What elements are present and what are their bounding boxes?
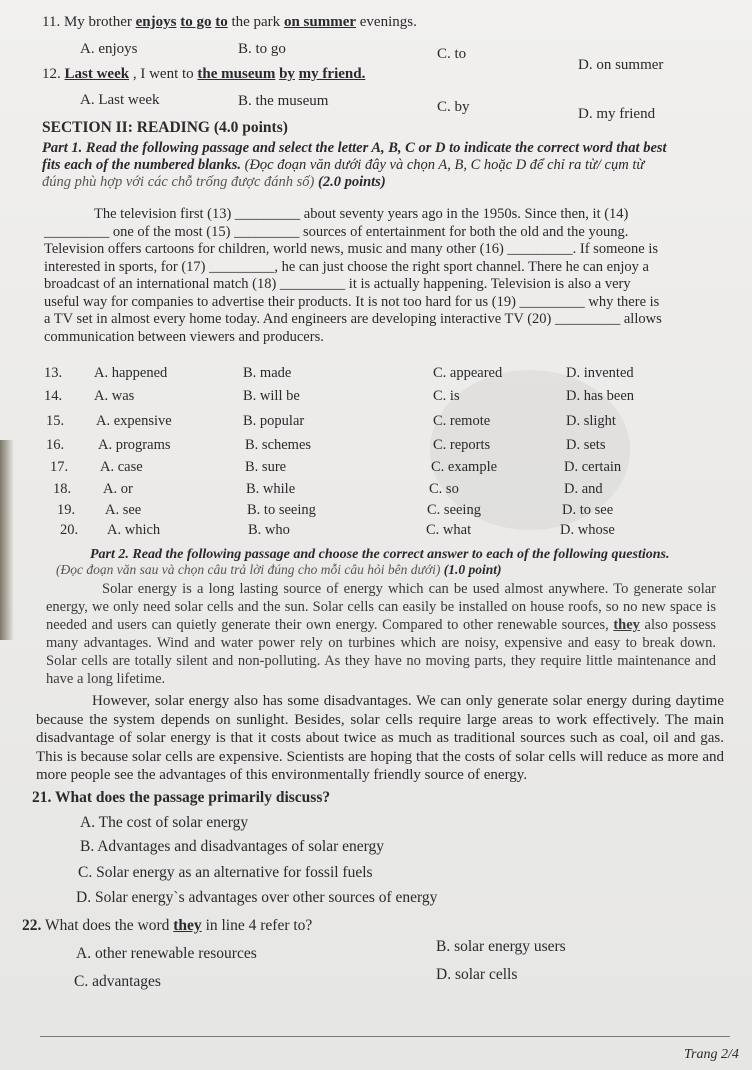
q21-option-b: B. Advantages and disadvantages of solar energy: [80, 838, 385, 855]
footer-divider: [40, 1036, 730, 1037]
grid-row-19: 19. A. see B. to seeing C. seeing D. to see: [57, 502, 614, 518]
section-heading: SECTION II: READING (4.0 points): [42, 119, 288, 136]
q11-option-a: A. enjoys: [80, 41, 138, 57]
q22-option-d: D. solar cells: [436, 966, 518, 983]
question-12: 12. Last week , I went to the museum by my friend.: [42, 66, 366, 82]
part2-instructions-vn: (Đọc đoạn văn sau và chọn câu trả lời đúng cho mỗi câu hỏi bên dưới) (1.0 point): [56, 562, 502, 577]
q12-option-a: A. Last week: [80, 92, 160, 108]
q21-option-c: C. Solar energy as an alternative for fossil fuels: [78, 864, 373, 881]
q22-option-a: A. other renewable resources: [76, 945, 257, 962]
grid-row-20: 20. A. which B. who C. what D. whose: [60, 522, 615, 538]
passage-2: [46, 580, 716, 688]
question-22: 22. What does the word they in line 4 refer to?: [22, 917, 313, 934]
q22-option-c: C. advantages: [74, 973, 161, 990]
q12-option-d: D. my friend: [578, 106, 656, 122]
passage-2-paragraph-2: However, solar energy also has some disadvantages. We can only generate solar energy during daytime because the system depends on sunlight. Besides, solar cells require large areas to work effectively. The main disadvantage of solar energy is that it costs about twice as much as traditional sources such as coal, oil and gas. This is because solar cells are expensive. Scientists are hoping that the costs of solar cells will reduce as more and more people see the advantages of this environmentally friendly source of energy.: [36, 693, 724, 783]
passage-1: The television first (13) _________ about seventy years ago in the 1950s. Since then, it (14) _________ one of the most (15) _________ sources of entertainment for both the old and the young. Television offers cartoons for children, world news, music and many other (16) _________. If someone is interested in sports, for (17) _________, he can just choose the right sport channel. There he can enjoy a broadcast of an international match (18) _________ it is actually happening. Television is also a very useful way for companies to advertise their products. It is not too hard for us (19) _________ why there is a TV set in almost every home today. And engineers are developing interactive TV (20) _________ allows communication between viewers and producers.: [44, 206, 662, 345]
question-21: 21. What does the passage primarily discuss?: [32, 789, 331, 806]
page-number: Trang 2/4: [684, 1047, 739, 1062]
q11-option-b: B. to go: [238, 41, 286, 57]
grid-row-15: 15. A. expensive B. popular C. remote D. slight: [46, 413, 616, 429]
part1-instructions: Part 1. Read the following passage and select the letter A, B, C or D to indicate the correct word that best fits each of the numbered blanks. (Đọc đoạn văn dưới đây và chọn A, B, C hoặc D để chỉ ra từ/ cụm từ đúng phù hợp với các chỗ trống được đánh số) (2.0 points): [42, 140, 667, 190]
q22-option-b: B. solar energy users: [436, 938, 566, 955]
question-11: 11. My brother enjoys to go to the park on summer evenings.: [42, 14, 417, 30]
grid-row-14: 14. A. was B. will be C. is D. has been: [44, 388, 635, 404]
q21-option-a: A. The cost of solar energy: [80, 814, 249, 831]
q11-option-c: C. to: [437, 46, 467, 62]
q12-option-b: B. the museum: [238, 93, 329, 109]
q12-option-c: C. by: [437, 99, 470, 115]
q21-option-d: D. Solar energy`s advantages over other sources of energy: [76, 889, 438, 906]
q11-option-d: D. on summer: [578, 57, 664, 73]
passage-2-paragraph-2-wrap: [36, 692, 724, 785]
grid-row-18: 18. A. or B. while C. so D. and: [53, 481, 603, 497]
grid-row-16: 16. A. programs B. schemes C. reports D. sets: [46, 437, 606, 453]
grid-row-13: 13. A. happened B. made C. appeared D. invented: [44, 365, 634, 381]
part2-instructions: Part 2. Read the following passage and choose the correct answer to each of the following questions.: [90, 547, 670, 562]
grid-row-17: 17. A. case B. sure C. example D. certain: [50, 459, 622, 475]
passage-2-paragraph-1: Solar energy is a long lasting source of energy which can be used almost anywhere. To generate solar energy, we only need solar cells and the sun. Solar cells can easily be installed on house roofs, so no new space is needed and users can quietly generate their own energy. Compared to other renewable sources, they also possess many advantages. Wind and water power rely on turbines which are noisy, expensive and easy to break down. Solar cells are totally silent and non-polluting. As they have no moving parts, they require little maintenance and have a long lifetime.: [46, 581, 716, 687]
